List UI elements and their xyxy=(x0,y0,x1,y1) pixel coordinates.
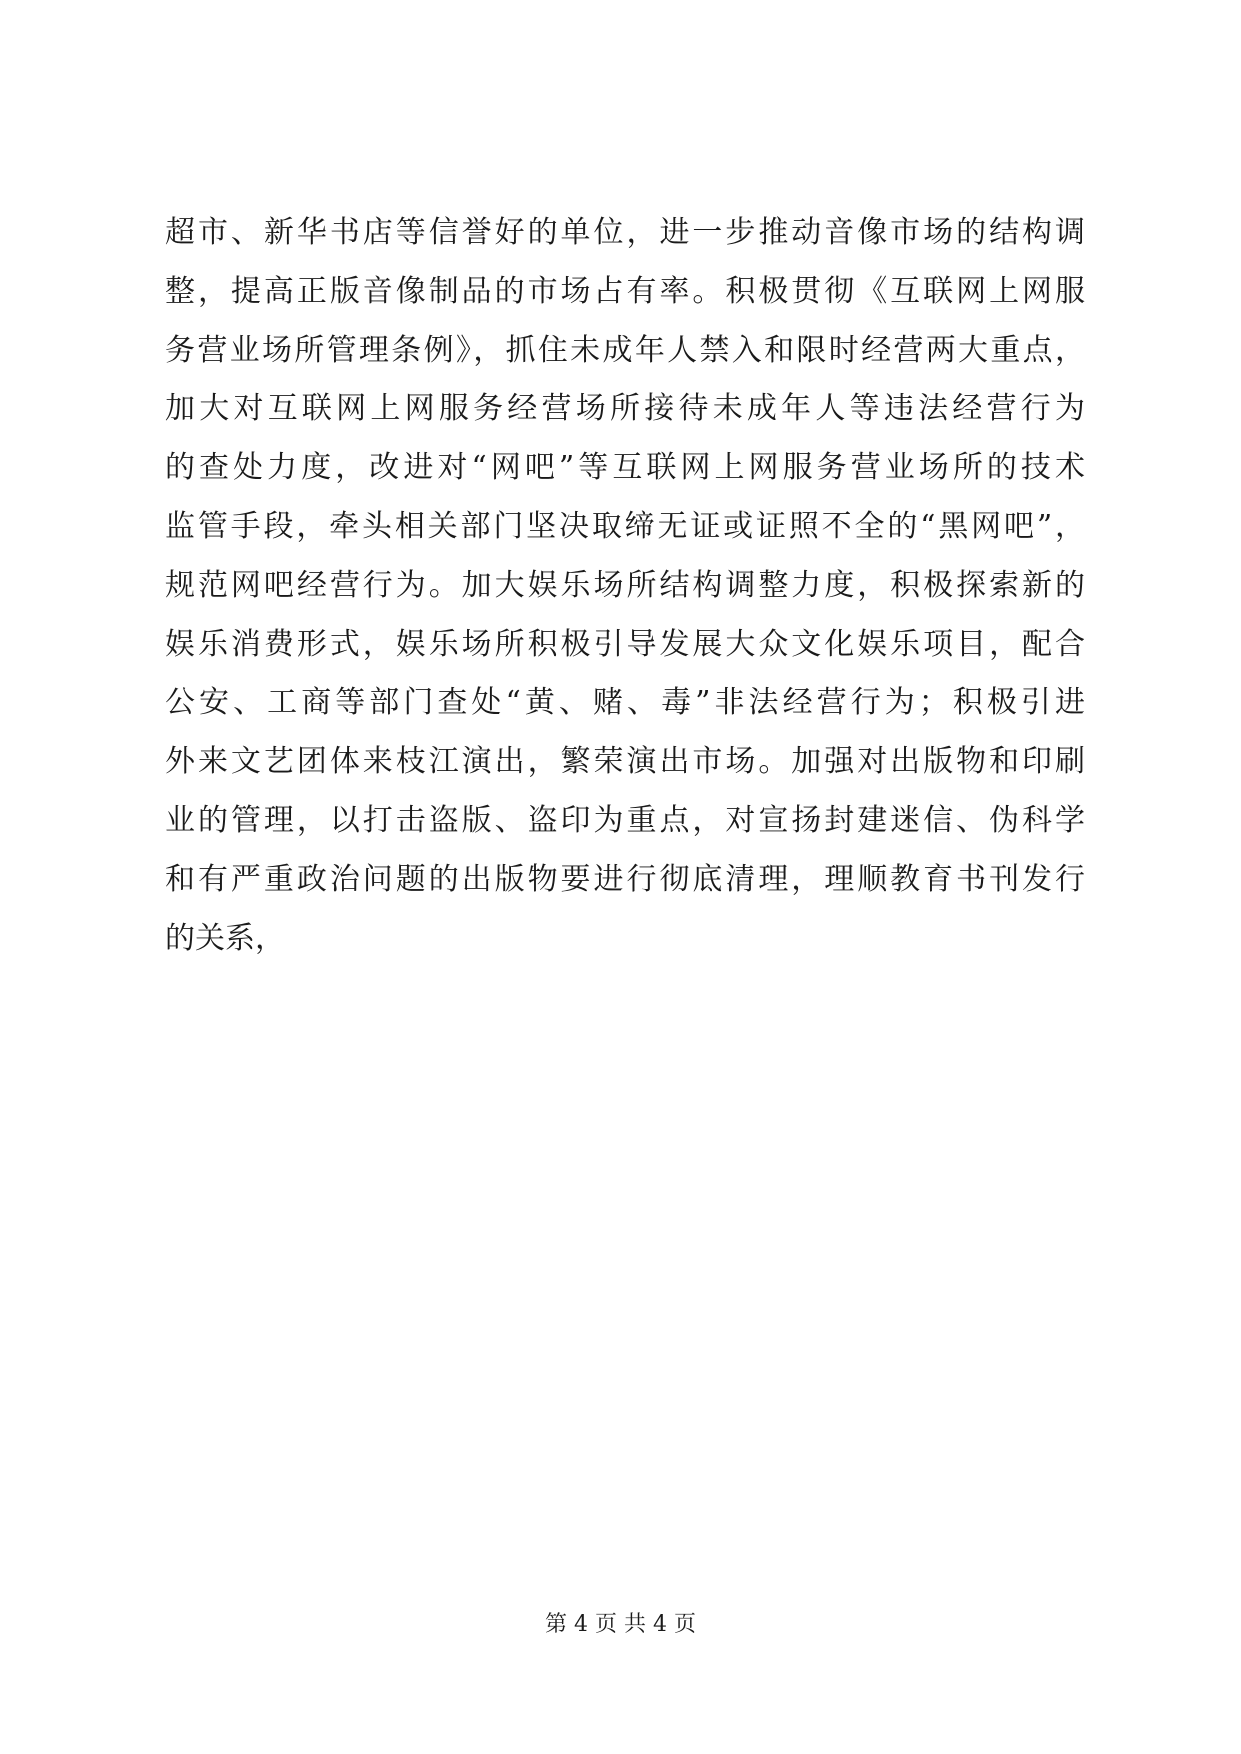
paragraph-line: 和有严重政治问题的出版物要进行彻底清理，理顺教育书刊发行 xyxy=(165,861,1085,897)
paragraph-line: 务营业场所管理条例》，抓住未成年人禁入和限时经营两大重点， xyxy=(165,332,1085,368)
paragraph-line: 业的管理，以打击盗版、盗印为重点，对宣扬封建迷信、伪科学 xyxy=(165,802,1085,838)
paragraph-line: 的查处力度，改进对“网吧”等互联网上网服务营业场所的技术 xyxy=(165,450,1085,486)
paragraph-line: 监管手段，牵头相关部门坚决取缔无证或证照不全的“黑网吧”， xyxy=(165,508,1085,544)
page-number-footer: 第 4 页 共 4 页 xyxy=(545,1612,696,1637)
paragraph-line: 公安、工商等部门查处“黄、赌、毒”非法经营行为；积极引进 xyxy=(165,685,1085,721)
paragraph-line: 规范网吧经营行为。加大娱乐场所结构调整力度，积极探索新的 xyxy=(165,567,1085,603)
body-paragraph xyxy=(165,204,1085,968)
paragraph-line: 娱乐消费形式，娱乐场所积极引导发展大众文化娱乐项目，配合 xyxy=(165,626,1085,662)
paragraph-line: 外来文艺团体来枝江演出，繁荣演出市场。加强对出版物和印刷 xyxy=(165,744,1085,780)
paragraph-line: 超市、新华书店等信誉好的单位，进一步推动音像市场的结构调 xyxy=(165,215,1085,250)
paragraph-line: 的关系， xyxy=(165,920,285,956)
paragraph-line: 整，提高正版音像制品的市场占有率。积极贯彻《互联网上网服 xyxy=(165,273,1085,309)
paragraph-line: 加大对互联网上网服务经营场所接待未成年人等违法经营行为 xyxy=(165,391,1085,427)
